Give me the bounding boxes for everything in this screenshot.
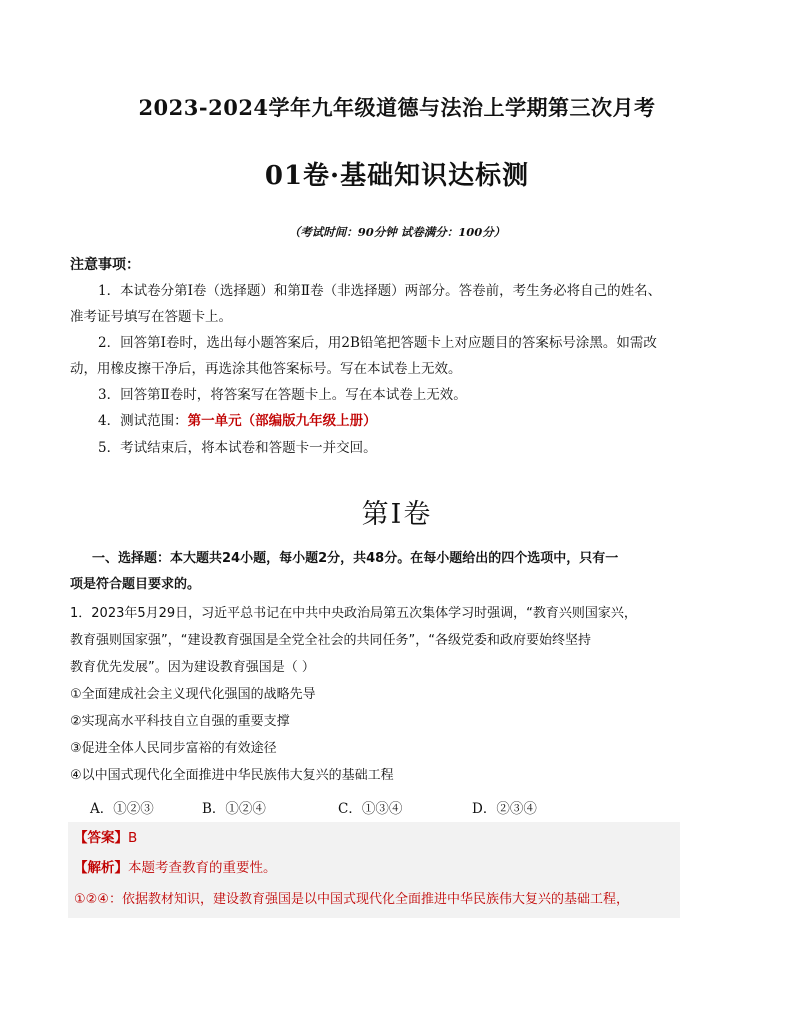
exam-title: 2023-2024学年九年级道德与法治上学期第三次月考 bbox=[138, 95, 656, 120]
question-1-stem-3: 教育优先发展”。因为建设教育强国是（ ） bbox=[70, 660, 315, 675]
analysis-detail-text: ：依据教材知识，建设教育强国是以中国式现代化全面推进中华民族伟大复兴的基础工程， bbox=[108, 892, 629, 907]
analysis-label: 【解析】 bbox=[74, 860, 128, 876]
notice-item-5: 5．考试结束后，将本试卷和答题卡一并交回。 bbox=[98, 440, 377, 456]
analysis-detail-prefix: ①②④ bbox=[74, 892, 109, 907]
notice-heading: 注意事项： bbox=[70, 257, 140, 273]
option-d: D．②③④ bbox=[472, 801, 537, 817]
statement-1: ①全面建成社会主义现代化强国的战略先导 bbox=[70, 687, 316, 702]
analysis-detail-line bbox=[74, 888, 629, 907]
notice-item-2b: 动，用橡皮擦干净后，再选涂其他答案标号。写在本试卷上无效。 bbox=[70, 361, 462, 377]
answer-value: B bbox=[128, 830, 138, 846]
section-instructions-1: 一、选择题：本大题共24小题，每小题2分，共48分。在每小题给出的四个选项中，只有一 bbox=[92, 551, 619, 566]
notice-item-4-prefix: 4．测试范围： bbox=[98, 413, 188, 429]
section-title: 第Ⅰ卷 bbox=[361, 499, 433, 530]
exam-subtitle: 01卷·基础知识达标测 bbox=[264, 161, 530, 191]
statement-3: ③促进全体人民同步富裕的有效途径 bbox=[70, 741, 277, 756]
answer-line bbox=[74, 826, 137, 846]
question-1-stem-2: 教育强则国家强”，“建设教育强国是全党全社会的共同任务”，“各级党委和政府要始终坚持 bbox=[70, 633, 591, 648]
answer-label: 【答案】 bbox=[74, 830, 128, 846]
section-instructions-2: 项是符合题目要求的。 bbox=[70, 577, 201, 592]
notice-item-2a: 2．回答第Ⅰ卷时，选出每小题答案后，用2B铅笔把答题卡上对应题目的答案标号涂黑。如需改 bbox=[98, 335, 657, 351]
test-scope: 第一单元（部编版九年级上册） bbox=[187, 413, 377, 429]
notice-item-1a: 1．本试卷分第Ⅰ卷（选择题）和第Ⅱ卷（非选择题）两部分。答卷前，考生务必将自己的姓名、 bbox=[98, 283, 662, 299]
statement-2: ②实现高水平科技自立自强的重要支撑 bbox=[70, 714, 290, 729]
notice-item-4 bbox=[98, 411, 377, 431]
option-b: B．①②④ bbox=[202, 801, 266, 817]
question-1-stem-1: 1．2023年5月29日，习近平总书记在中共中央政治局第五次集体学习时强调，“教育兴则国家兴， bbox=[70, 606, 637, 621]
option-c: C．①③④ bbox=[338, 801, 403, 817]
option-a: A．①②③ bbox=[90, 801, 154, 817]
notice-item-3: 3．回答第Ⅱ卷时，将答案写在答题卡上。写在本试卷上无效。 bbox=[98, 387, 467, 403]
analysis-line bbox=[74, 856, 277, 876]
analysis-text: 本题考查教育的重要性。 bbox=[128, 860, 277, 876]
statement-4: ④以中国式现代化全面推进中华民族伟大复兴的基础工程 bbox=[70, 768, 394, 783]
notice-item-1b: 准考证号填写在答题卡上。 bbox=[70, 309, 232, 325]
exam-info: （考试时间：90分钟 试卷满分：100分） bbox=[288, 225, 506, 239]
